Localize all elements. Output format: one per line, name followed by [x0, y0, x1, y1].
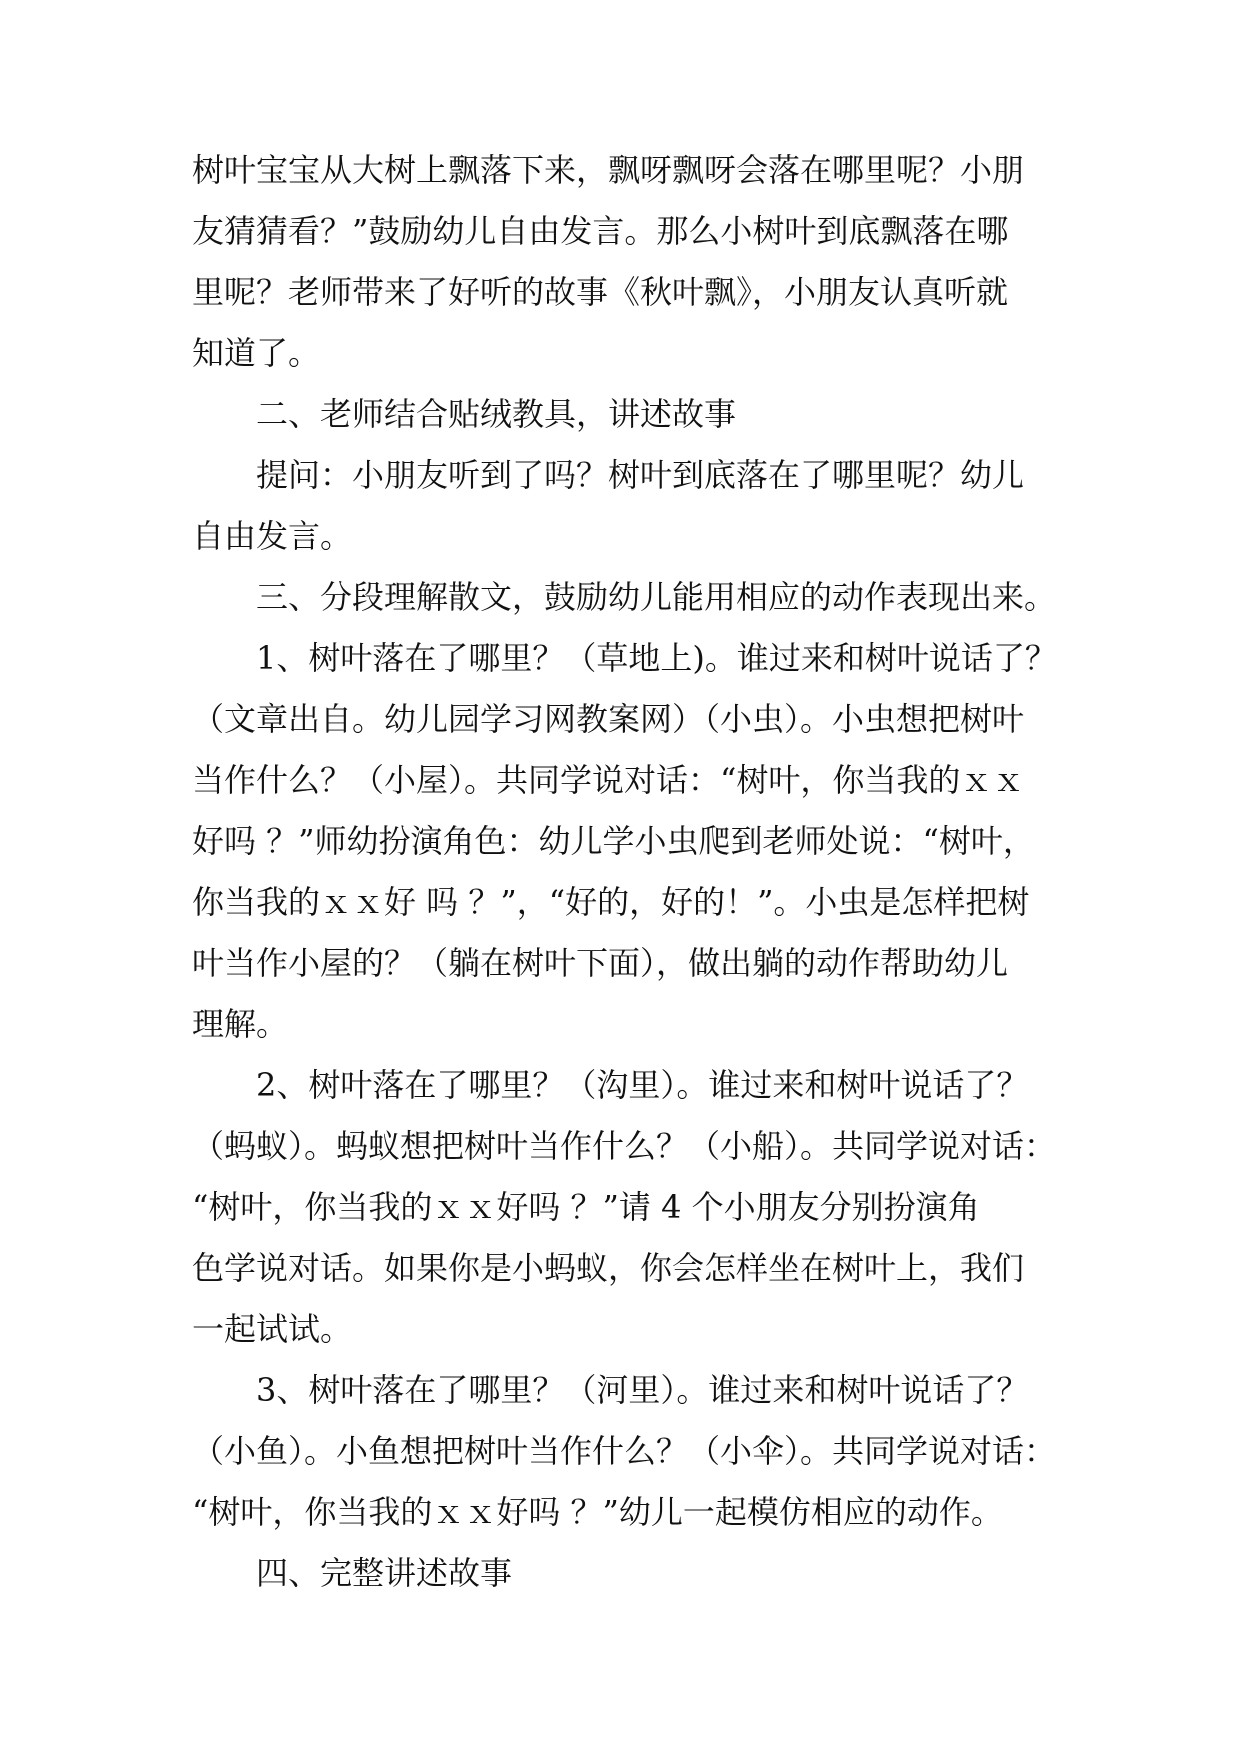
text-line: 1、树叶落在了哪里？（草地上)。谁过来和树叶说话了？: [256, 639, 1057, 677]
text-line: 理解。: [192, 1005, 289, 1043]
text-line: （小鱼）。小鱼想把树叶当作什么？（小伞）。共同学说对话：: [192, 1432, 1057, 1470]
text-line: （文章出自。幼儿园学习网教案网）（小虫）。小虫想把树叶: [192, 700, 1025, 738]
text-line: 里呢？老师带来了好听的故事《秋叶飘》，小朋友认真听就: [192, 273, 1009, 311]
paragraph: [192, 1055, 1072, 1360]
text-line: 二、老师结合贴绒教具，讲述故事: [256, 395, 737, 433]
text-line: 好吗 ？”师幼扮演角色：幼儿学小虫爬到老师处说：“树叶，: [192, 822, 1035, 860]
paragraph: [192, 567, 1072, 628]
body-text: [192, 140, 1072, 1604]
text-line: 四、完整讲述故事: [256, 1554, 513, 1592]
paragraph: [192, 140, 1072, 384]
paragraph: [192, 628, 1072, 1055]
text-line: 友猜猜看？”鼓励幼儿自由发言。那么小树叶到底飘落在哪: [192, 212, 1009, 250]
text-line: 叶当作小屋的？（躺在树叶下面），做出躺的动作帮助幼儿: [192, 944, 1009, 982]
paragraph: [192, 1543, 1072, 1604]
text-line: 自由发言。: [192, 517, 353, 555]
text-line: 3、树叶落在了哪里？（河里）。谁过来和树叶说话了？: [256, 1371, 1029, 1409]
text-line: 提问：小朋友听到了吗？树叶到底落在了哪里呢？幼儿: [256, 456, 1025, 494]
text-line: 2、树叶落在了哪里？（沟里）。谁过来和树叶说话了？: [256, 1066, 1029, 1104]
text-line: 知道了。: [192, 334, 321, 372]
text-line: 色学说对话。如果你是小蚂蚁，你会怎样坐在树叶上，我们: [192, 1249, 1025, 1287]
text-line: （蚂蚁）。蚂蚁想把树叶当作什么？（小船）。共同学说对话：: [192, 1127, 1057, 1165]
text-line: 一起试试。: [192, 1310, 353, 1348]
text-line: 当作什么？（小屋）。共同学说对话：“树叶，你当我的ｘｘ: [192, 761, 1025, 799]
text-line: “树叶，你当我的ｘｘ好吗 ？”请 4 个小朋友分别扮演角: [192, 1188, 980, 1226]
text-line: 三、分段理解散文，鼓励幼儿能用相应的动作表现出来。: [256, 578, 1057, 616]
text-line: “树叶，你当我的ｘｘ好吗 ？”幼儿一起模仿相应的动作。: [192, 1493, 1003, 1531]
paragraph: [192, 1360, 1072, 1543]
paragraph: [192, 445, 1072, 567]
text-line: 你当我的ｘｘ好 吗 ？”，“好的，好的！”。小虫是怎样把树: [192, 883, 1030, 921]
paragraph: [192, 384, 1072, 445]
text-line: 树叶宝宝从大树上飘落下来，飘呀飘呀会落在哪里呢？小朋: [192, 151, 1025, 189]
